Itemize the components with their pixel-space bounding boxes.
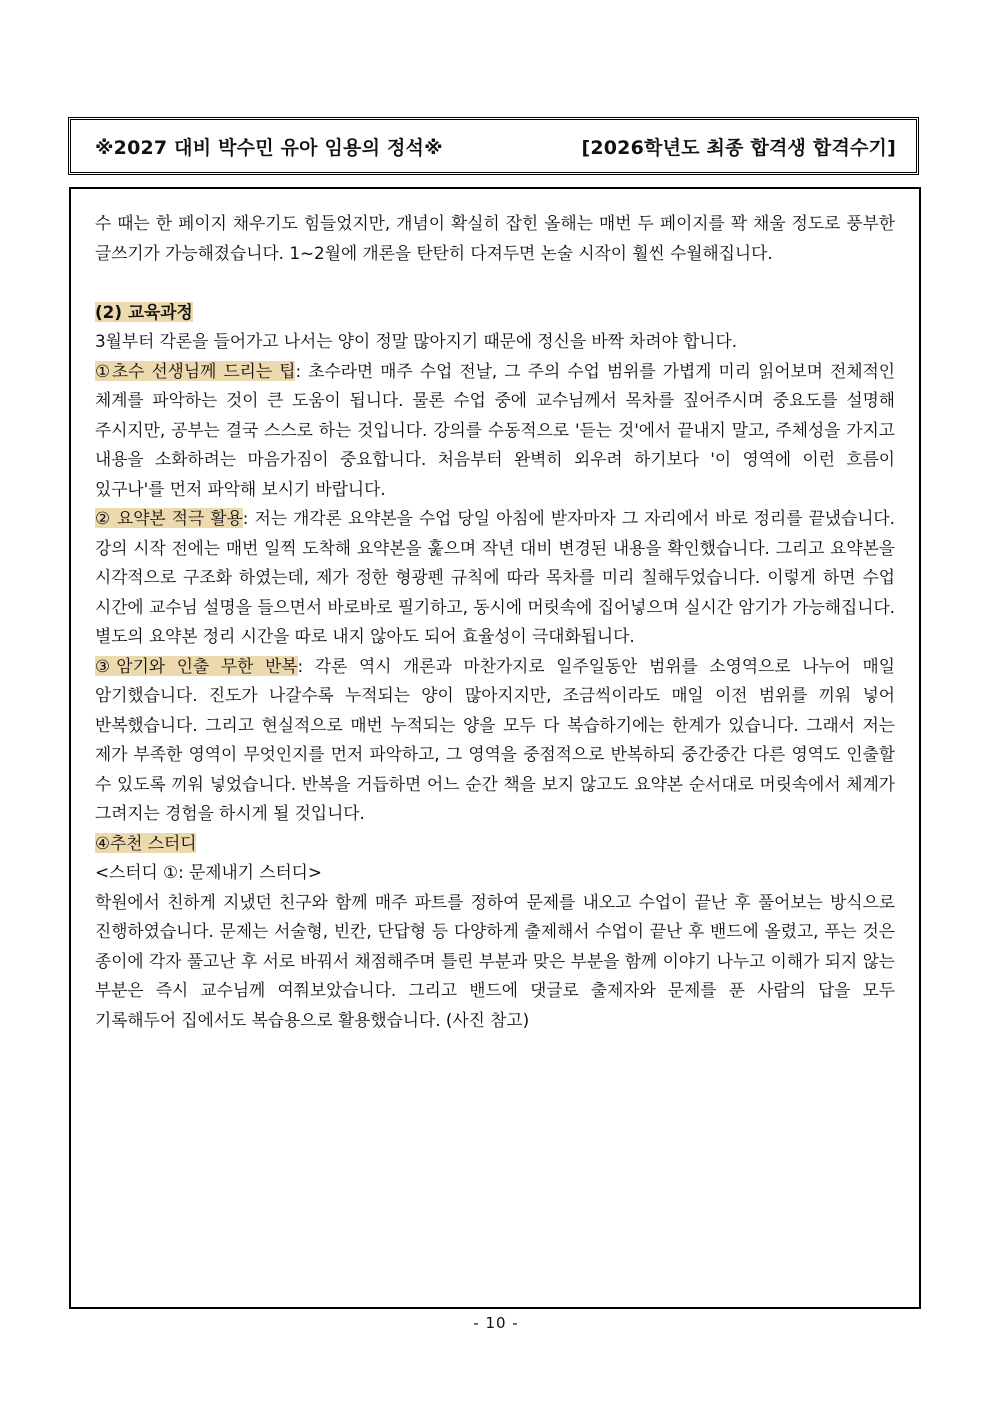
tip4-title: ④추천 스터디	[95, 832, 197, 853]
study-body: 학원에서 친하게 지냈던 친구와 함께 매주 파트를 정하여 문제를 내오고 수업이 끝난 후 풀어보는 방식으로 진행하였습니다. 문제는 서술형, 빈칸, 단답형 등 다양하게 출제해서 수업이 끝난 후 밴드에 올렸고, 푸는 것은 종이에 각자 풀고난 후 서로 바꿔서 채점해주며 틀린 부분과 맞은 부분을 함께 이야기 나누고 이해가 되지 않는 부분은 즉시 교수님께 여쭤보았습니다. 그리고 밴드에 댓글로 출제자와 문제를 푼 사람의 답을 모두 기록해두어 집에서도 복습용으로 활용했습니다. (사진 참고)	[95, 891, 895, 1030]
intro-paragraph: 수 때는 한 페이지 채우기도 힘들었지만, 개념이 확실히 잡힌 올해는 매번 두 페이지를 꽉 채울 정도로 풍부한 글쓰기가 가능해졌습니다. 1~2월에 개론을 탄탄히 다져두면 논술 시작이 훨씬 수월해집니다.	[95, 213, 895, 263]
tip1-body: : 초수라면 매주 수업 전날, 그 주의 수업 범위를 가볍게 미리 읽어보며 전체적인 체계를 파악하는 것이 큰 도움이 됩니다. 물론 수업 중에 교수님께서 목차를 짚어주시며 중요도를 설명해 주시지만, 공부는 결국 스스로 하는 것입니다. 강의를 수동적으로 '듣는 것'에서 끝내지 말고, 주체성을 가지고 내용을 소화하려는 마음가짐이 중요합니다. 처음부터 완벽히 외우려 하기보다 '이 영역에 이런 흐름이 있구나'를 먼저 파악해 보시기 바랍니다.	[95, 360, 895, 499]
page-number: - 10 -	[473, 1314, 519, 1332]
tip2-paragraph	[95, 504, 895, 652]
tip1-title: ①초수 선생님께 드리는 팁	[95, 360, 296, 381]
section-heading-line	[95, 298, 895, 328]
tip3-body: : 각론 역시 개론과 마찬가지로 일주일동안 범위를 소영역으로 나누어 매일 암기했습니다. 진도가 나갈수록 누적되는 양이 많아지지만, 조금씩이라도 매일 이전 범위를 끼워 넣어 반복했습니다. 그리고 현실적으로 매번 누적되는 양을 모두 다 복습하기에는 한계가 있습니다. 그래서 저는 제가 부족한 영역이 무엇인지를 먼저 파악하고, 그 영역을 중점적으로 반복하되 중간중간 다른 영역도 인출할 수 있도록 끼워 넣었습니다. 반복을 거듭하면 어느 순간 책을 보지 않고도 요약본 순서대로 머릿속에서 체계가 그려지는 경험을 하시게 될 것입니다.	[95, 655, 895, 823]
tip2-body: : 저는 개각론 요약본을 수업 당일 아침에 받자마자 그 자리에서 바로 정리를 끝냈습니다. 강의 시작 전에는 매번 일찍 도착해 요약본을 훑으며 작년 대비 변경된 내용을 확인했습니다. 그리고 요약본을 시각적으로 구조화 하였는데, 제가 정한 형광펜 규칙에 따라 목차를 미리 칠해두었습니다. 이렇게 하면 수업 시간에 교수님 설명을 들으면서 바로바로 필기하고, 동시에 머릿속에 집어넣으며 실시간 암기가 가능해집니다. 별도의 요약본 정리 시간을 따로 내지 않아도 되어 효율성이 극대화됩니다.	[95, 508, 895, 646]
content-box	[69, 187, 921, 1309]
study-title: <스터디 ①: 문제내기 스터디>	[95, 862, 322, 882]
paragraph-spacer	[95, 268, 895, 298]
section-intro: 3월부터 각론을 들어가고 나서는 양이 정말 많아지기 때문에 정신을 바짝 차려야 합니다.	[95, 331, 738, 351]
tip2-title: ② 요약본 적극 활용	[95, 508, 243, 528]
tip4-paragraph	[95, 829, 895, 859]
document-header	[68, 117, 919, 175]
section-heading: (2) 교육과정	[95, 301, 193, 322]
tip3-title: ③암기와 인출 무한 반복	[95, 655, 298, 676]
header-left-title: ※2027 대비 박수민 유아 임용의 정석※	[95, 136, 443, 159]
header-right-title: [2026학년도 최종 합격생 합격수기]	[581, 136, 896, 159]
tip3-paragraph	[95, 652, 895, 829]
tip1-paragraph	[95, 357, 895, 505]
